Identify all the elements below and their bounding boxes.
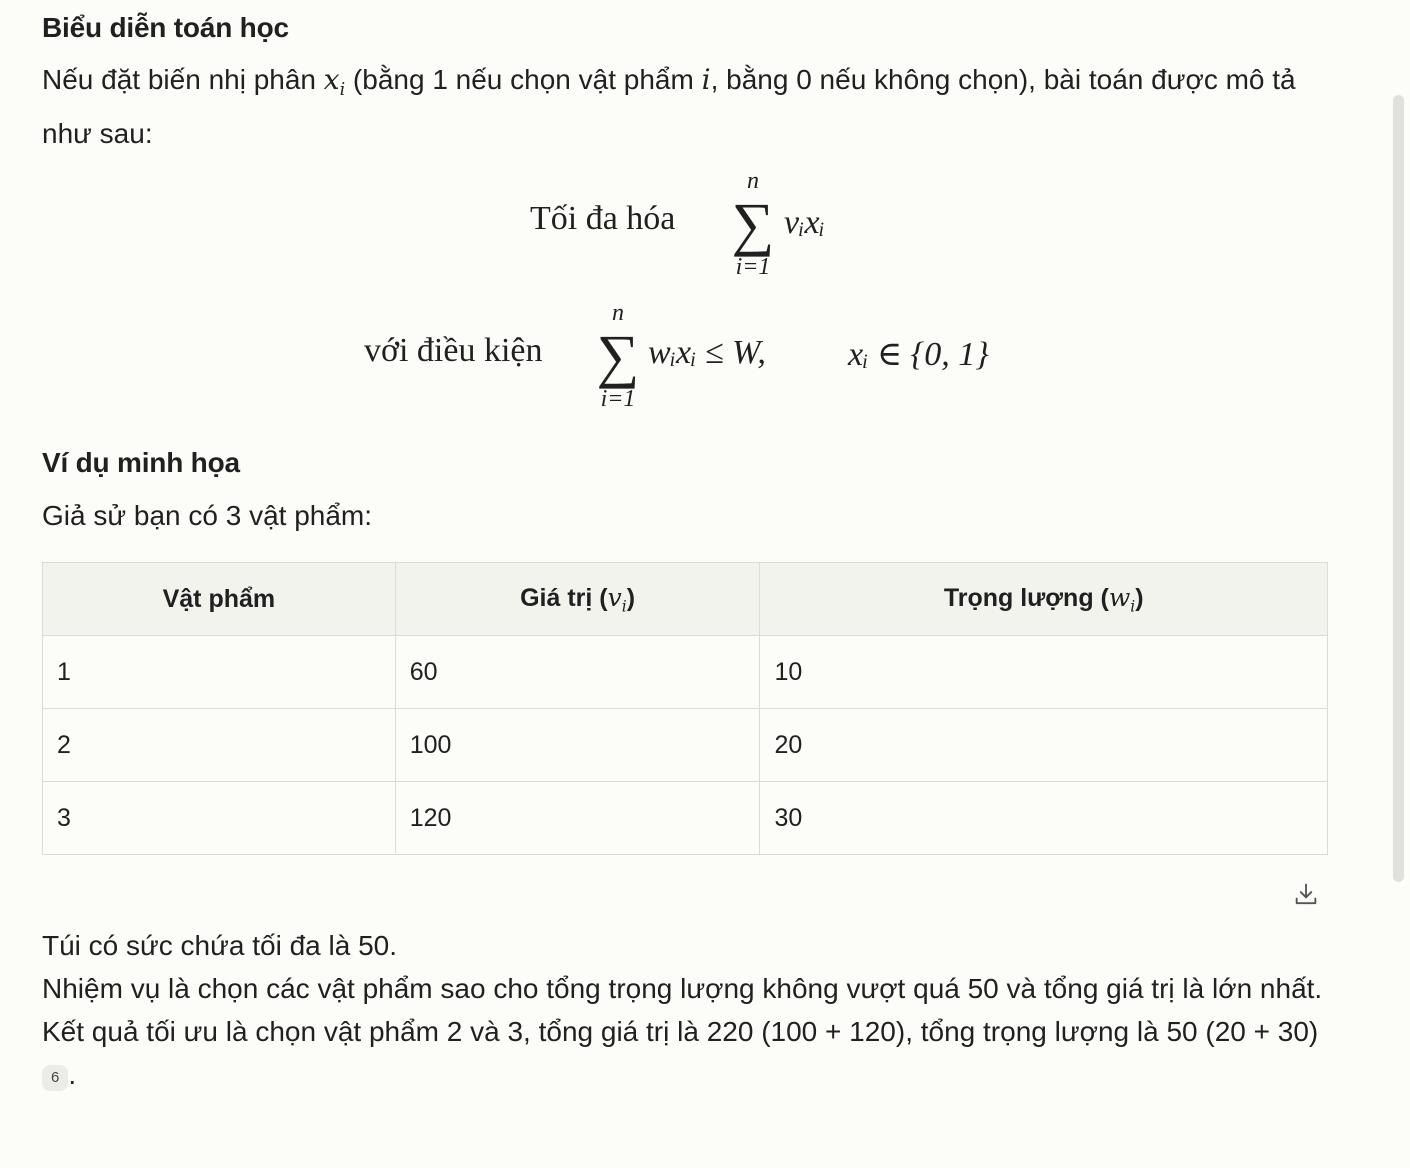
- cell-weight: 30: [760, 782, 1328, 855]
- maximize-label: Tối đa hóa: [530, 200, 676, 237]
- cell-value: 60: [395, 636, 760, 709]
- table-row: [43, 636, 1328, 709]
- cell-weight: 10: [760, 636, 1328, 709]
- constraint-sum: [583, 300, 653, 412]
- math-var-x: $x_i$: [323, 63, 346, 101]
- cell-value: 120: [395, 782, 760, 855]
- cell-item: 1: [43, 636, 396, 709]
- scrollbar[interactable]: [1393, 95, 1404, 882]
- capacity-line: Túi có sức chứa tối đa là 50.: [42, 930, 397, 961]
- sum-symbol: ∑: [731, 191, 775, 257]
- constraint-term: wᵢxᵢ ≤ W,: [648, 334, 766, 371]
- column-header-weight: Trọng lượng $(w_i)$: [760, 563, 1328, 636]
- task-line: Nhiệm vụ là chọn các vật phẩm sao cho tổng trọng lượng không vượt quá 50 và tổng giá trị là lớn nhất.: [42, 973, 1323, 1004]
- objective-sum: [718, 168, 788, 280]
- table-row: [43, 709, 1328, 782]
- domain-term: xᵢ ∈ {0, 1}: [848, 336, 989, 373]
- section-heading-example: Ví dụ minh họa: [42, 447, 240, 478]
- conclusion-text: [42, 924, 1332, 1096]
- sum-upper-limit: n: [612, 300, 624, 326]
- cell-item: 2: [43, 709, 396, 782]
- column-header-item: Vật phẩm: [43, 563, 396, 636]
- example-intro: Giả sử bạn có 3 vật phẩm:: [42, 500, 373, 531]
- cell-weight: 20: [760, 709, 1328, 782]
- cell-value: 100: [395, 709, 760, 782]
- table-row: [43, 782, 1328, 855]
- citation-badge[interactable]: 6: [42, 1065, 68, 1091]
- subject-to-label: với điều kiện: [364, 332, 543, 369]
- math-var-i: i: [701, 63, 711, 96]
- sum-lower-limit: i=1: [600, 386, 636, 412]
- sum-lower-limit: i=1: [735, 254, 771, 280]
- objective-term: vᵢxᵢ: [784, 204, 825, 241]
- cell-item: 3: [43, 782, 396, 855]
- column-header-value: Giá trị $(v_i)$: [395, 563, 760, 636]
- sum-symbol: ∑: [596, 323, 640, 389]
- intro-paragraph: Nếu đặt biến nhị phân $x_i$ (bằng 1 nếu chọn vật phẩm i, bằng 0 nếu không chọn), bài toán được mô tả như sau:: [42, 63, 1296, 150]
- sum-upper-limit: n: [747, 168, 759, 194]
- download-icon[interactable]: [1292, 881, 1320, 909]
- result-line: Kết quả tối ưu là chọn vật phẩm 2 và 3, tổng giá trị là 220 (100 + 120), tổng trọng lượng là 50 (20 + 30) 6 .: [42, 1016, 1319, 1090]
- items-table: [42, 562, 1328, 855]
- section-heading-math: Biểu diễn toán học: [42, 12, 289, 43]
- table-header-row: [43, 563, 1328, 636]
